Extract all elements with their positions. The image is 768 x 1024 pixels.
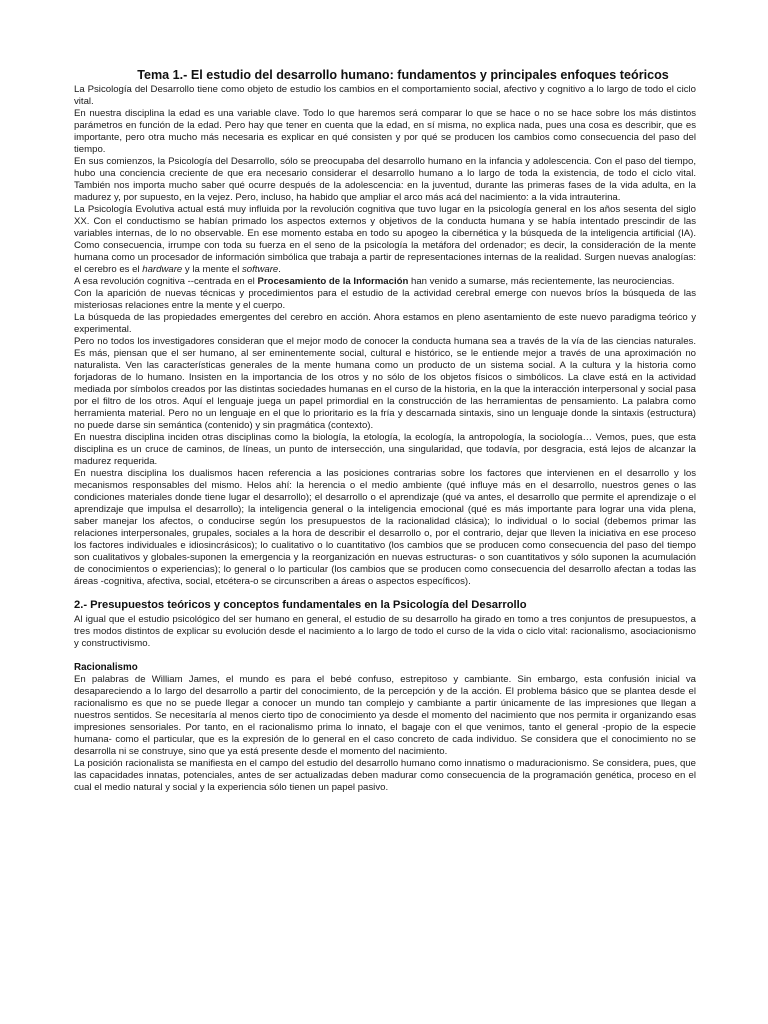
paragraph-text: A esa revolución cognitiva --centrada en el	[74, 276, 258, 287]
paragraph-text: .	[278, 264, 281, 275]
hardware-term: hardware	[142, 264, 183, 275]
racionalismo-heading: Racionalismo	[74, 662, 138, 673]
paragraph-presupuestos: Al igual que el estudio psicológico del ser humano en general, el estudio de su desarrollo ha girado en tomo a tres conjuntos de presupuestos, a tres modos distintos de explicar su evolución desde el nacimiento a lo largo de todo el curso de la vida o ciclo vital: racionalismo, asociacionismo y constructivismo.	[74, 614, 696, 649]
paragraph-disciplinas: En nuestra disciplina inciden otras disciplinas como la biología, la etología, la ecología, la antropología, la sociología… Vemos, pues, que esta disciplina es un cruce de caminos, de líneas, un punto de intersección, una singularidad, que todavía, por desgracia, está lejos de alcanzar la madurez requerida.	[74, 432, 696, 467]
paragraph-comienzos: En sus comienzos, la Psicología del Desarrollo, sólo se preocupaba del desarrollo humano en la infancia y adolescencia. Con el paso del tiempo, hubo una conciencia creciente de que era necesario considerar el desarrollo humano a lo largo de toda la existencia, de todo el ciclo vital. También nos importa mucho saber qué ocurre después de la adolescencia: en la juventud, durante las primeras fases de la vida adulta, en la madurez y, por supuesto, en la vejez. Pero, incluso, ha habido que ampliar el arco más acá del nacimiento: a la vida intrauterina.	[74, 156, 696, 203]
paragraph-dualismos: En nuestra disciplina los dualismos hacen referencia a las posiciones contrarias sobre los factores que intervienen en el desarrollo y los mecanismos responsables del mismo. Helos ahí: la herencia o el medio ambiente (qué influye más en el desarrollo, nuestros genes o las condiciones materiales donde tiene lugar el desarrollo); el desarrollo o el aprendizaje (qué va antes, el desarrollo que permite el aprendizaje o el aprendizaje que impulsa el desarrollo); la inteligencia general o la inteligencia emocional (qué es más importante para lograr una vida plena, saber manejar los afectos, o conducirse según los presupuestos de la racionalidad clásica); lo individual o lo social (debemos primar las relaciones interpersonales, grupales, sociales a la hora de describir el desarrollo o, por el contrario, dejar que lleven la iniciativa en ese proceso los factores individuales e idiosincrásicos); lo cualitativo o lo cuantitativo (los cambios que se producen como consecuencia del paso del tiempo son cualitativos y globales-suponen la emergencia y la reorganización en nuevas estructuras- o son cuantitativos y sólo suponen la acumulación de conocimientos o experiencias); lo general o lo particular (los cambios que se producen como consecuencia del desarrollo afectan a todas las áreas -cognitiva, afectiva, social, etcétera-o se circunscriben a áreas o aspectos específicos).	[74, 468, 696, 587]
paragraph-investigadores: Pero no todos los investigadores consideran que el mejor modo de conocer la conducta humana sea a través de la vía de las ciencias naturales. Es más, piensan que el ser humano, al ser eminentemente social, cultural e histórico, se le entiende mejor a través de una aproximación no naturalista. Ven las características generales de la mente humana como un producto de un sistema social. A la cultura y la historia como forjadoras de lo humano. Insisten en la importancia de los otros y no sólo de los objetos físicos o simbólicos. La clave está en la actividad mediada por símbolos creados por las distintas sociedades humanas en el curso de la historia, en la que la interacción interpersonal y social pasa por el filtro de los otros. Aquí el lenguaje juega un papel primordial en la construcción de las herramientas de pensamiento. La palabra como herramienta material. Pero no un lenguaje en el que lo prioritario es la fría y descarnada sintaxis, sino un lenguaje donde la sintaxis (estructura) no puede darse sin semántica (contenido) y sin pragmática (contexto).	[74, 336, 696, 431]
software-term: software	[242, 264, 279, 275]
paragraph-objeto: La Psicología del Desarrollo tiene como objeto de estudio los cambios en el comportamiento social, afectivo y cognitivo a lo largo de todo el ciclo vital.	[74, 84, 696, 107]
paragraph-edad: En nuestra disciplina la edad es una variable clave. Todo lo que haremos será comparar lo que se hace o no se hace sobre los más distintos parámetros en función de la edad. Pero hay que tener en cuenta que la edad, en sí misma, no explica nada, pues una cosa es describir, que es importante, pero otra mucho más necesaria es explicar en qué consisten y por qué se producen los cambios como consecuencia del paso del tiempo.	[74, 108, 696, 155]
paragraph-text: han venido a sumarse, más recientemente, las neurociencias.	[408, 276, 675, 287]
document-title: Tema 1.- El estudio del desarrollo humano: fundamentos y principales enfoques teóricos	[137, 68, 669, 82]
paragraph-tecnicas: Con la aparición de nuevas técnicas y procedimientos para el estudio de la actividad cerebral emerge con nuevos bríos la búsqueda de las misteriosas relaciones entre la mente y el cuerpo.	[74, 288, 696, 311]
paragraph-william-james: En palabras de William James, el mundo es para el bebé confuso, estrepitoso y cambiante. Sin embargo, esta confusión inicial va desapareciendo a lo largo del desarrollo a partir del conocimiento, de la percepción y de la acción. El problema básico que se plantea desde el racionalismo es que no se puede llegar a conocer un mundo tan complejo y cambiante a partir únicamente de las impresiones que llegan a nuestros sentidos. Se necesitaría al menos cierto tipo de conocimiento ya desde el momento del nacimiento que nos permita ir organizando esas impresiones sensoriales. Por tanto, en el racionalismo prima lo innato, el bagaje con el que venimos, tanto el general -propio de la especie humana- como el particular, que es la expresión de lo general en el caso concreto de cada individuo. Se considera que el conocimiento no se desarrolla ni se construye, sino que ya está presente desde el momento del nacimiento.	[74, 674, 696, 757]
paragraph-propiedades: La búsqueda de las propiedades emergentes del cerebro en acción. Ahora estamos en pleno asentamiento de este nuevo paradigma teórico y experimental.	[74, 312, 696, 335]
paragraph-innatismo: La posición racionalista se manifiesta en el campo del estudio del desarrollo humano como innatismo o maduracionismo. Se considera, pues, que las capacidades innatas, potenciales, antes de ser actualizadas deben madurar como consecuencia de la programación genética, proceso en el cual el medio natural y social y la experiencia sólo tienen un papel pasivo.	[74, 758, 696, 793]
paragraph-text: y la mente el	[182, 264, 242, 275]
section-2-heading: 2.- Presupuestos teóricos y conceptos fundamentales en la Psicología del Desarrollo	[74, 599, 527, 611]
procesamiento-term: Procesamiento de la Información	[257, 276, 409, 287]
paragraph-procesamiento	[74, 276, 696, 288]
paragraph-text: La Psicología Evolutiva actual está muy influida por la revolución cognitiva que tuvo lugar en la psicología general en los años sesenta del siglo XX. Con el conductismo se habían primado los aspectos externos y objetivos de la conducta humana y se había intentado prescindir de las variables internas, de lo no observable. En ese momento estaba en todo su apogeo la cibernética y la búsqueda de la inteligencia artificial (IA). Como consecuencia, irrumpe con toda su fuerza en el seno de la psicología la metáfora del ordenador; es decir, la consideración de la mente humana como un procesador de información simbólica que trabaja a partir de representaciones internas de la realidad. Surgen nuevas analogías: el cerebro es el	[74, 204, 696, 275]
paragraph-revolucion-cognitiva	[74, 204, 696, 276]
